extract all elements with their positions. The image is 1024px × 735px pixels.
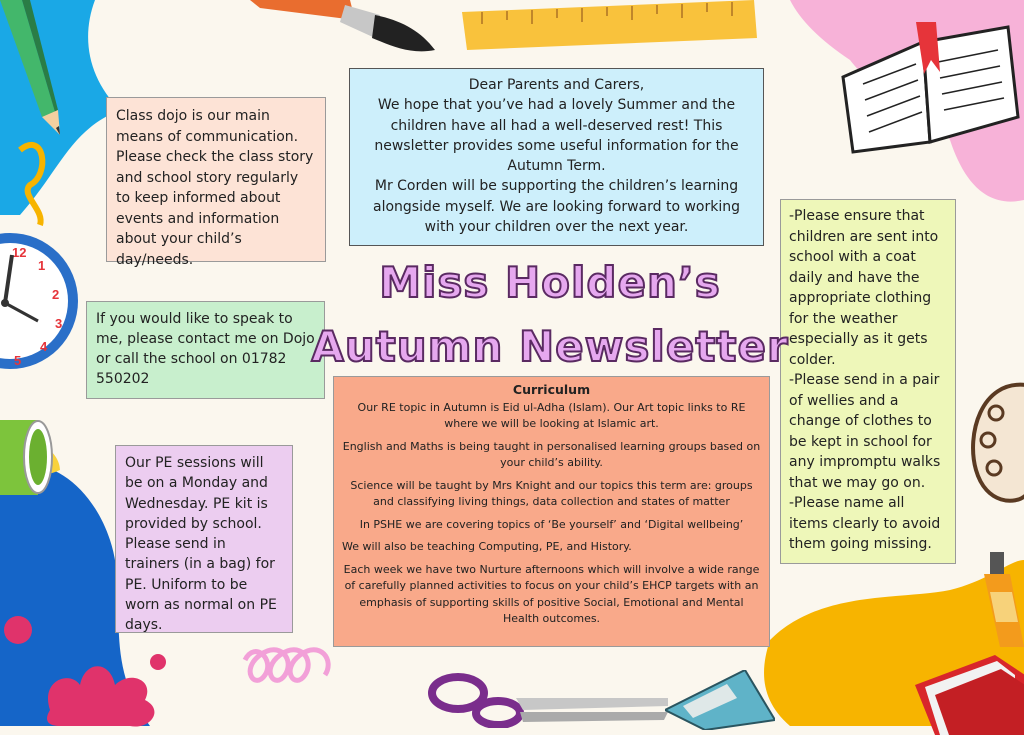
- contact-box: [86, 301, 325, 399]
- reminder-coat: -Please ensure that children are sent into school with a coat daily and have the appropriate clothing for the weather especially as it gets colder.: [789, 208, 939, 368]
- pe-info-box: [115, 445, 293, 633]
- reminder-name-items: -Please name all items clearly to avoid them going missing.: [789, 495, 941, 552]
- class-dojo-text: Class dojo is our main means of communication. Please check the class story and school story regularly to keep informed about events and information about your child’s day/needs.: [116, 108, 314, 268]
- calculator-icon: [665, 670, 775, 730]
- palette-icon: [966, 375, 1024, 510]
- pe-info-text: Our PE sessions will be on a Monday and Wednesday. PE kit is provided by school. Please send in trainers (in a bag) for PE. Uniform to be worn as normal on PE days.: [125, 455, 277, 634]
- newsletter-title-line1: Miss Holden’s: [379, 258, 721, 307]
- paint-drop-icon: [0, 610, 40, 650]
- paint-pot-icon: [0, 410, 60, 500]
- curriculum-box: [333, 376, 770, 647]
- newsletter-title-line2: Autumn Newsletter: [311, 322, 789, 371]
- scissors-icon: [428, 668, 678, 728]
- ruler-icon: [462, 0, 762, 55]
- open-book-icon: [838, 22, 1023, 157]
- paint-tube-icon: [982, 552, 1024, 647]
- curriculum-pshe: In PSHE we are covering topics of ‘Be yourself’ and ‘Digital wellbeing’: [359, 517, 744, 531]
- greeting-text: Dear Parents and Carers,: [468, 77, 645, 93]
- clock-number-3: 3: [55, 316, 63, 331]
- support-staff-paragraph: Mr Corden will be supporting the children’s learning alongside myself. We are looking forward to working with your children over the next year.: [372, 178, 741, 236]
- clock-number-12: 12: [12, 245, 27, 260]
- class-dojo-box: [106, 97, 326, 268]
- welcome-paragraph: We hope that you’ve had a lovely Summer and the children have all had a well-deserved rest! This newsletter provides some useful information for the Autumn Term.: [374, 97, 739, 175]
- curriculum-nurture: Each week we have two Nurture afternoons which will involve a wide range of carefully planned activities to focus on your child’s EHCP targets with an emphasis of supporting skills of positive Social, Emotional and Mental Health outcomes.: [343, 562, 760, 625]
- clock-number-4: 4: [40, 339, 48, 354]
- curriculum-science: Science will be taught by Mrs Knight and our topics this term are: groups and classifying living things, data collection and states of matter: [350, 478, 753, 508]
- spring-icon: [245, 650, 328, 681]
- red-book-icon: [915, 655, 1024, 735]
- contact-text: If you would like to speak to me, please contact me on Dojo or call the school on 01782 550202: [96, 311, 315, 387]
- curriculum-other-subjects: We will also be teaching Computing, PE, and History.: [342, 540, 632, 553]
- curriculum-re-art: Our RE topic in Autumn is Eid ul-Adha (Islam). Our Art topic links to RE where we will be looking at Islamic art.: [357, 400, 746, 430]
- curriculum-english-maths: English and Maths is being taught in personalised learning groups based on your child’s ability.: [342, 439, 761, 469]
- pencil-icon: [0, 0, 70, 140]
- clock-icon: [0, 225, 80, 385]
- paintbrush-icon: [250, 0, 440, 60]
- welcome-message-box: [349, 68, 764, 246]
- curriculum-heading: Curriculum: [512, 382, 591, 397]
- clock-number-2: 2: [52, 287, 60, 302]
- reminder-wellies: -Please send in a pair of wellies and a change of clothes to be kept in school for any impromptu walks that we may go on.: [789, 372, 941, 491]
- reminders-box: [780, 199, 956, 564]
- clock-number-1: 1: [38, 258, 46, 273]
- clock-number-5: 5: [14, 353, 22, 368]
- paint-splat-icon: [40, 640, 170, 730]
